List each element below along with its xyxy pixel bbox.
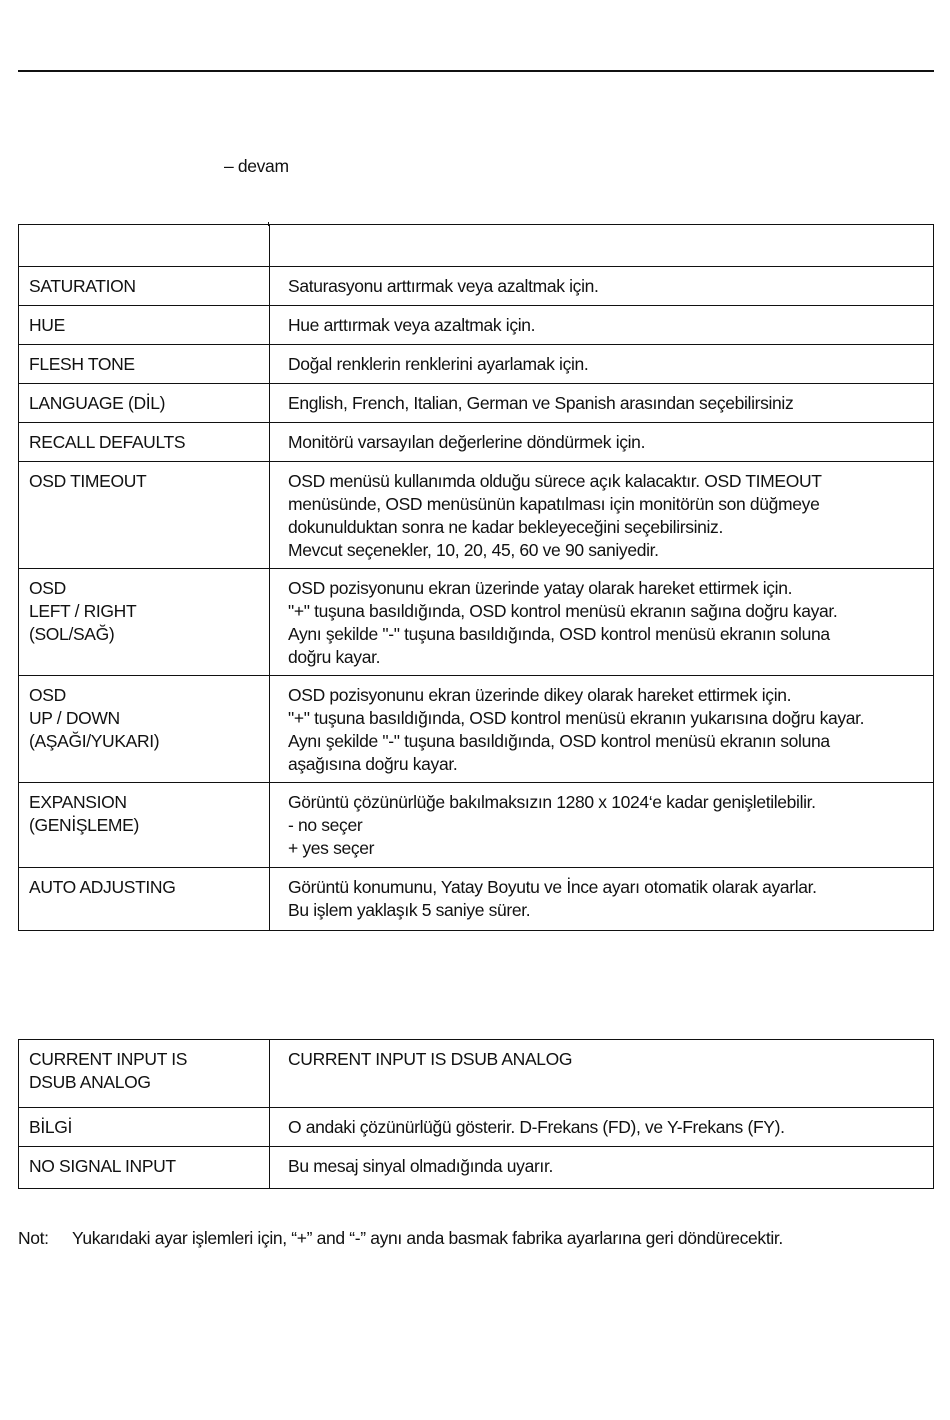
- table-row: [19, 462, 934, 569]
- table-row: [19, 384, 934, 423]
- setting-description: Doğal renklerin renklerini ayarlamak için.: [270, 345, 934, 384]
- setting-name: SATURATION: [19, 267, 270, 306]
- setting-description: OSD pozisyonunu ekran üzerinde dikey olarak hareket ettirmek için. "+" tuşuna basıldığında, OSD kontrol menüsü ekranın yukarısına doğru kayar. Aynı şekilde "-" tuşuna basıldığında, OSD kontrol menüsü ekranın soluna aşağısına doğru kayar.: [270, 676, 934, 783]
- osd-settings-table: [18, 224, 934, 931]
- setting-name: EXPANSION (GENİŞLEME): [19, 783, 270, 868]
- setting-name: AUTO ADJUSTING: [19, 868, 270, 931]
- setting-description: English, French, Italian, German ve Spanish arasından seçebilirsiniz: [270, 384, 934, 423]
- setting-description: Görüntü konumunu, Yatay Boyutu ve İnce ayarı otomatik olarak ayarlar. Bu işlem yaklaşık 5 saniye sürer.: [270, 868, 934, 931]
- setting-description: OSD pozisyonunu ekran üzerinde yatay olarak hareket ettirmek için. "+" tuşuna basıldığında, OSD kontrol menüsü ekranın sağına doğru kayar. Aynı şekilde "-" tuşuna basıldığında, OSD kontrol menüsü ekranın soluna doğru kayar.: [270, 569, 934, 676]
- input-status-table: [18, 1039, 934, 1189]
- note-label: Not:: [18, 1228, 49, 1248]
- message-description: Bu mesaj sinyal olmadığında uyarır.: [270, 1147, 934, 1189]
- header-cell-desc: [270, 225, 934, 267]
- setting-name: OSD TIMEOUT: [19, 462, 270, 569]
- setting-name: FLESH TONE: [19, 345, 270, 384]
- message-name: BİLGİ: [19, 1108, 270, 1147]
- table-row: [19, 306, 934, 345]
- setting-name: RECALL DEFAULTS: [19, 423, 270, 462]
- table-row: [19, 423, 934, 462]
- message-description: O andaki çözünürlüğü gösterir. D-Frekans (FD), ve Y-Frekans (FY).: [270, 1108, 934, 1147]
- table-row: [19, 868, 934, 931]
- setting-description: Görüntü çözünürlüğe bakılmaksızın 1280 x 1024‘e kadar genişletilebilir. - no seçer + yes seçer: [270, 783, 934, 868]
- setting-name: HUE: [19, 306, 270, 345]
- setting-name: OSD LEFT / RIGHT (SOL/SAĞ): [19, 569, 270, 676]
- top-rule: [18, 70, 934, 72]
- setting-description: OSD menüsü kullanımda olduğu sürece açık kalacaktır. OSD TIMEOUT menüsünde, OSD menüsünün kapatılması için monitörün son düğmeye dokunulduktan sonra ne kadar bekleyeceğini seçebilirsiniz. Mevcut seçenekler, 10, 20, 45, 60 ve 90 saniyedir.: [270, 462, 934, 569]
- table-row: [19, 783, 934, 868]
- table-header-row: [19, 225, 934, 267]
- table-row: [19, 1147, 934, 1189]
- table-row: [19, 1108, 934, 1147]
- setting-name: OSD UP / DOWN (AŞAĞI/YUKARI): [19, 676, 270, 783]
- note-text: Yukarıdaki ayar işlemleri için, “+” and “-” aynı anda basmak fabrika ayarlarına geri döndürecektir.: [72, 1228, 783, 1248]
- header-cell-name: [19, 225, 270, 267]
- setting-description: Monitörü varsayılan değerlerine döndürmek için.: [270, 423, 934, 462]
- message-description: CURRENT INPUT IS DSUB ANALOG: [270, 1040, 934, 1108]
- table-row: [19, 676, 934, 783]
- message-name: NO SIGNAL INPUT: [19, 1147, 270, 1189]
- setting-name: LANGUAGE (DİL): [19, 384, 270, 423]
- footnote: [18, 1227, 934, 1250]
- table-row: [19, 267, 934, 306]
- continued-label: – devam: [224, 156, 289, 176]
- message-name: CURRENT INPUT IS DSUB ANALOG: [19, 1040, 270, 1108]
- table-row: [19, 1040, 934, 1108]
- table-row: [19, 569, 934, 676]
- setting-description: Saturasyonu arttırmak veya azaltmak için.: [270, 267, 934, 306]
- setting-description: Hue arttırmak veya azaltmak için.: [270, 306, 934, 345]
- table-row: [19, 345, 934, 384]
